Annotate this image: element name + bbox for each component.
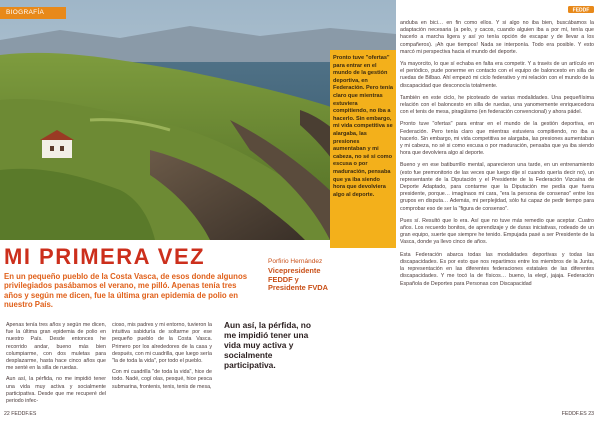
article-subtitle: En un pequeño pueblo de la Costa Vasca, de esos donde algunos privilegiados pasábamos el verano, me pilló. Apenas tenía tres años y según me dicen, fue la última gran epidemia de polio en nuestro País. [4, 272, 248, 310]
body-paragraph: cioso, mis padres y mi entorno, tuvieron la intuitiva sabiduría de soltarme por ese pequeño pueblo de la Costa Vasca. Primero por los alrededores de la casa y después, con mi cuadrilla, que luego sería "la de toda la vida", por todo el pueblo. [112, 322, 212, 365]
body-paragraph: anduba en bici… en fin como ellos. Y si algo no iba bien, buscábamos la adaptación necesaria (a pelo, y cacos, cuando alguien iba a por mí, tenía que hacerlo a marcha ligera y así yo tenía opción de escapar y de llevar a los compañeros). ¡Ah que tiempos! Nada se interponía. Todo era posible. Y esto marcó mi perspectiva hacia el mundo del deporte. [400, 20, 594, 55]
author-role: Vicepresidente FEDDF y Presidente FVDA [268, 266, 328, 293]
section-tab: BIOGRAFÍA [0, 7, 66, 19]
body-paragraph: Bueno y en ese batiburrillo mental, aparecieron una tarde, en un entrenamiento (esto fue premonitorio de las veces que luego dije sí cuando quería decir no), un representante de la Diputación y el Presidente de la Federación Vizcaína de Deporte Adaptado, para contarme que la Diputación me pedía que fuera presidente, porque… imagínaos mi cara, "era la persona de consenso" entre los grupos en disputa… Además, mi perplejidad, sólo fui capaz de pedir tiempo para comprobar eso de ser la "figura de consenso". [400, 162, 594, 212]
pullquote: Pronto tuve "ofertas" para entrar en el mundo de la gestión deportiva, en Federación. Pero tenía claro que mientras estuviera compitiendo, no iba a hacerlo. Sin embargo, mi vida competitiva se alargaba, las presiones aumentaban y mi cabeza, no sé si como escusa o por maduración, pensaba que ya iba siendo hora que devolviera algo al deporte. [333, 55, 393, 198]
page-number: 23 [588, 411, 594, 417]
body-paragraph: Pronto tuve "ofertas" para entrar en el mundo de la gestión deportiva, en Federación. Pero tenía claro que mientras estuviera compitiendo, no iba a hacerlo. Sin embargo, mi vida competitiva se alargaba, las presiones aumentaban y mi cabeza, no sé si como excusa o por maduración, pensaba que ya iba siendo hora que devolviera algo al deporte. [400, 121, 594, 157]
page-footer-right [562, 411, 594, 417]
footer-label: FEDDF.ES [561, 411, 587, 417]
body-column-2 [112, 322, 212, 395]
body-paragraph: También en este ciclo, he picoteado de varias modalidades. Una pequeñísima relación con el baloncesto en silla de ruedas, una yanomemente enriquecedora con el tenis de mesa, piragüismo (en federación convencional) y ahora pádel. [400, 94, 594, 116]
right-page [396, 0, 600, 424]
body-paragraph: Apenas tenía tres años y según me dicen, fue la última gran epidemia de polio en nuestro País. Desde entonces he recorrido andar, bueno más bien columpiarme, con dos muletas para desplazarme, hasta hace cinco años que me senté en la silla de ruedas. [6, 322, 106, 372]
body-paragraph: Pues sí. Resultó que lo era. Así que no tuve más remedio que aceptar. Cuatro años. Los recuerdo bonitos, de aprendizaje y de duras iniciativas, rodeado de un gran equipo, suerte que siempre he tenido. Empujada pasé a ser Presidente de la Vasca, donde ya llevo cinco de años. [400, 217, 594, 246]
highlight-quote: Aun así, la pérfida, no me impidió tener una vida muy activa y socialmente participativa. [224, 320, 312, 370]
body-paragraph: Con mi cuadrilla "de toda la vida", hice de todo. Nadé, cogí olas, pesqué, hice pesca submarina, frontenis, tenis, tenis de mesa, [112, 369, 212, 390]
body-column-1 [6, 322, 106, 409]
author-name: Porfirio Hernández [268, 258, 323, 265]
body-paragraph: Aun así, la pérfida, no me impidió tener una vida muy activa y socialmente participativa. Desde que me recuperé del periodo infec- [6, 376, 106, 405]
body-column-right [400, 20, 594, 293]
body-paragraph: Esta Federación abarca todas las modalidades deportivas y todas las discapacidades. Es por esto que nos repartimos entre los miembros de la Junta, la representación en las diferentes federaciones estatales de las diferentes discapacidades. Y me tocó la de físicos… bueno, la elegí, jajaja. Federación Española de Deportes para Personas con Discapacidad [400, 251, 594, 287]
article-title: MI PRIMERA VEZ [4, 244, 206, 269]
body-paragraph: Ya mayorcito, lo que sí echaba en falta era competir. Y a través de un artículo en el periódico, pude ponerme en contacto con el equipo de baloncesto en silla de ruedas de Bilbao. Ahí empezó mi ciclo federativo y mi relación con el mundo de la discapacidad que desconocía totalmente. [400, 61, 594, 89]
logo-text: FEDDF [572, 7, 590, 14]
feddf-logo [568, 4, 594, 14]
page-footer-left: 22 FEDDF.ES [4, 411, 37, 417]
